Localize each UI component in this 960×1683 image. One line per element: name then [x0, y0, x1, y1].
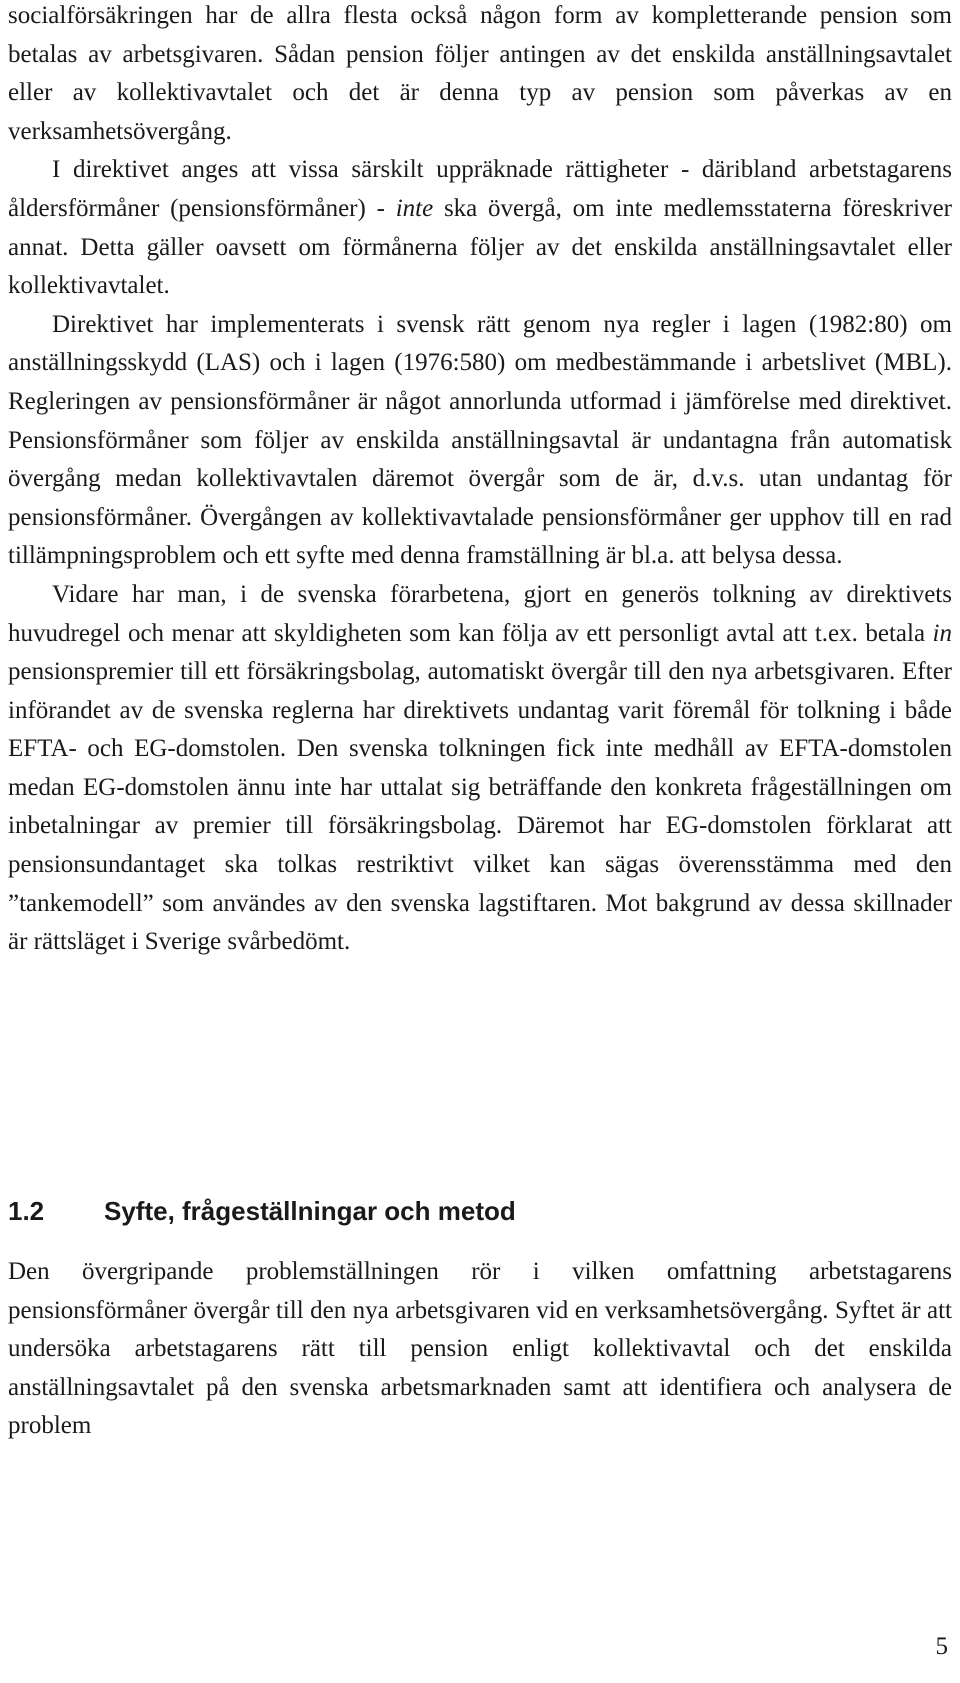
- page-number: 5: [935, 1633, 948, 1660]
- paragraph-purpose: Den övergripande problemställningen rör i vilken omfattning arbetstagarens pensionsförmåner övergår till den nya arbetsgivaren vid en verksamhetsövergång. Syftet är att undersöka arbetstagarens rätt till pension enligt kollektivavtal och det enskilda anställningsavtalet på den svenska arbetsmarknaden samt att identifiera och analysera de problem: [8, 1258, 952, 1440]
- section-title: Syfte, frågeställningar och metod: [104, 1196, 516, 1226]
- document-body: [8, 0, 952, 962]
- emphasis-inte: inte: [395, 194, 434, 222]
- paragraph-swedish-implementation: Direktivet har implementerats i svensk rätt genom nya regler i lagen (1982:80) om anställningsskydd (LAS) och i lagen (1976:580) om medbestämmande i arbetslivet (MBL). Regleringen av pensionsförmåner är något annorlunda utformad i jämförelse med direktivet. Pensionsförmåner som följer av enskilda anställningsavtal är undantagna från automatisk övergång medan kollektivavtalen däremot övergår som de är, d.v.s. utan undantag för pensionsförmåner. Övergången av kollektivavtalade pensionsförmåner ger upphov till en rad tillämpningsproblem och ett syfte med denna framställning är bl.a. att belysa dessa.: [8, 310, 952, 570]
- emphasis-in: in: [932, 619, 952, 647]
- paragraph-preparatory-works-before: Vidare har man, i de svenska förarbetena, gjort en generös tolkning av direktivets huvudregel och menar att skyldigheten som kan följa av ett personligt avtal att t.ex. betala: [8, 580, 952, 647]
- section-body: [8, 1253, 952, 1446]
- paragraph-preparatory-works-after: pensionspremier till ett försäkringsbolag, automatiskt övergår till den nya arbetsgivaren. Efter införandet av de svenska reglerna har direktivets undantag varit föremål för tolkning i både EFTA- och EG-domstolen. Den svenska tolkningen fick inte medhåll av EFTA-domstolen medan EG-domstolen ännu inte har uttalat sig beträffande den konkreta frågeställningen om inbetalningar av premier till försäkringsbolag. Däremot har EG-domstolen förklarat att pensionsundantaget ska tolkas restriktivt vilket kan sägas överensstämma med den ”tankemodell” som användes av den svenska lagstiftaren. Mot bakgrund av dessa skillnader är rättsläget i Sverige svårbedömt.: [8, 658, 952, 956]
- paragraph-directive-rights-after: ska övergå, om inte medlemsstaterna föreskriver annat. Detta gäller oavsett om förmånerna följer av det enskilda anställningsavtalet eller kollektivavtalet.: [8, 194, 952, 300]
- paragraph-directive-rights-before: I direktivet anges att vissa särskilt uppräknade rättigheter - däribland arbetstagarens åldersförmåner (pensionsförmåner) -: [8, 156, 952, 222]
- paragraph-directive-rights: [8, 151, 952, 305]
- paragraph-pension-intro: socialförsäkringen har de allra flesta också någon form av kompletterande pension som betalas av arbetsgivaren. Sådan pension följer antingen av det enskilda anställningsavtalet eller av kollektivavtalet och det är denna typ av pension som påverkas av en verksamhetsövergång.: [8, 2, 952, 145]
- paragraph-preparatory-works: [8, 576, 952, 962]
- section-heading: [8, 1191, 516, 1231]
- section-number: 1.2: [8, 1196, 45, 1226]
